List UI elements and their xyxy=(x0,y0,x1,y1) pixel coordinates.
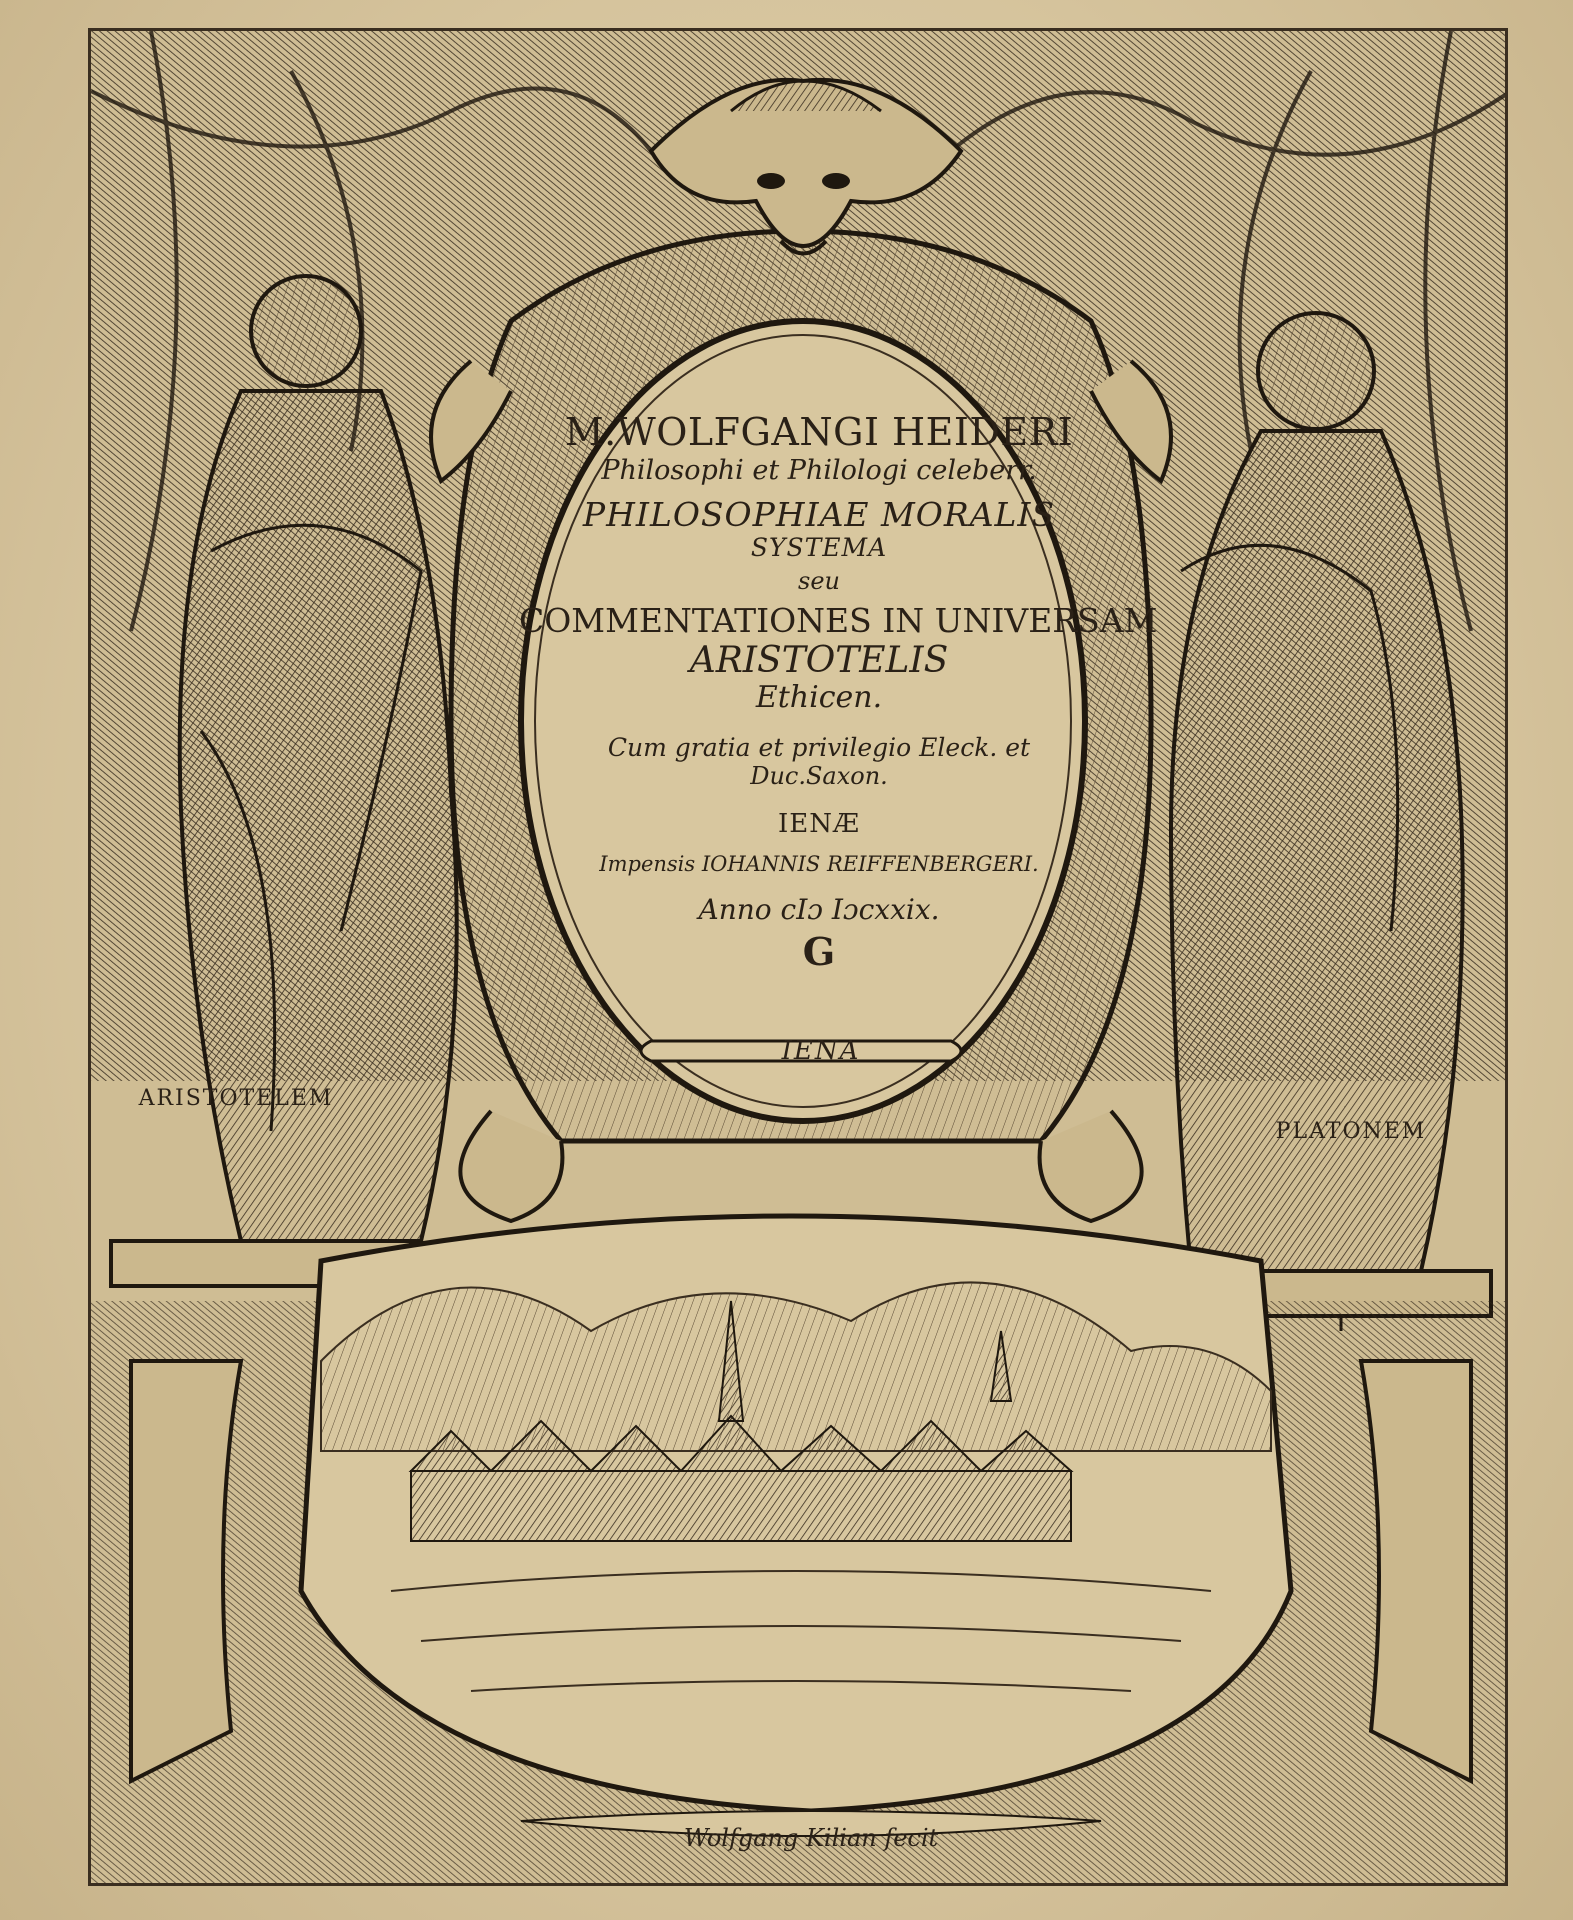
title-commentationes: COMMENTATIONES IN UNIVERSAM xyxy=(519,601,1158,641)
engraver-signature: Wolfgang Kilian fecit xyxy=(683,1824,939,1852)
year-line: Anno cIɔ Iɔcxxix. xyxy=(698,893,940,927)
left-figure-label: ARISTOTELEM xyxy=(138,1086,334,1111)
privilege-duc-saxon: Duc.Saxon. xyxy=(750,761,888,790)
title-text-block xyxy=(519,410,1158,975)
title-seu: seu xyxy=(798,567,840,596)
place-of-publication: IENÆ xyxy=(777,809,861,840)
title-aristotelis: ARISTOTELIS xyxy=(689,639,949,681)
handwritten-mark: G xyxy=(802,929,836,975)
author-epithet: Philosophi et Philologi celeberr. xyxy=(601,454,1037,486)
privilege-line: Cum gratia et privilegio Eleck. et xyxy=(607,732,1031,762)
publisher-line: Impensis IOHANNIS REIFFENBERGERI. xyxy=(599,852,1039,877)
author-name: M.WOLFGANGI HEIDERI xyxy=(564,410,1074,454)
title-systema: SYSTEMA xyxy=(750,532,888,562)
city-banner-label: IENA xyxy=(781,1036,861,1066)
engraved-plate xyxy=(88,28,1508,1886)
right-figure-label: PLATONEM xyxy=(1275,1119,1427,1144)
main-title: PHILOSOPHIAE MORALIS xyxy=(582,494,1056,534)
title-ethicen: Ethicen. xyxy=(755,680,883,716)
